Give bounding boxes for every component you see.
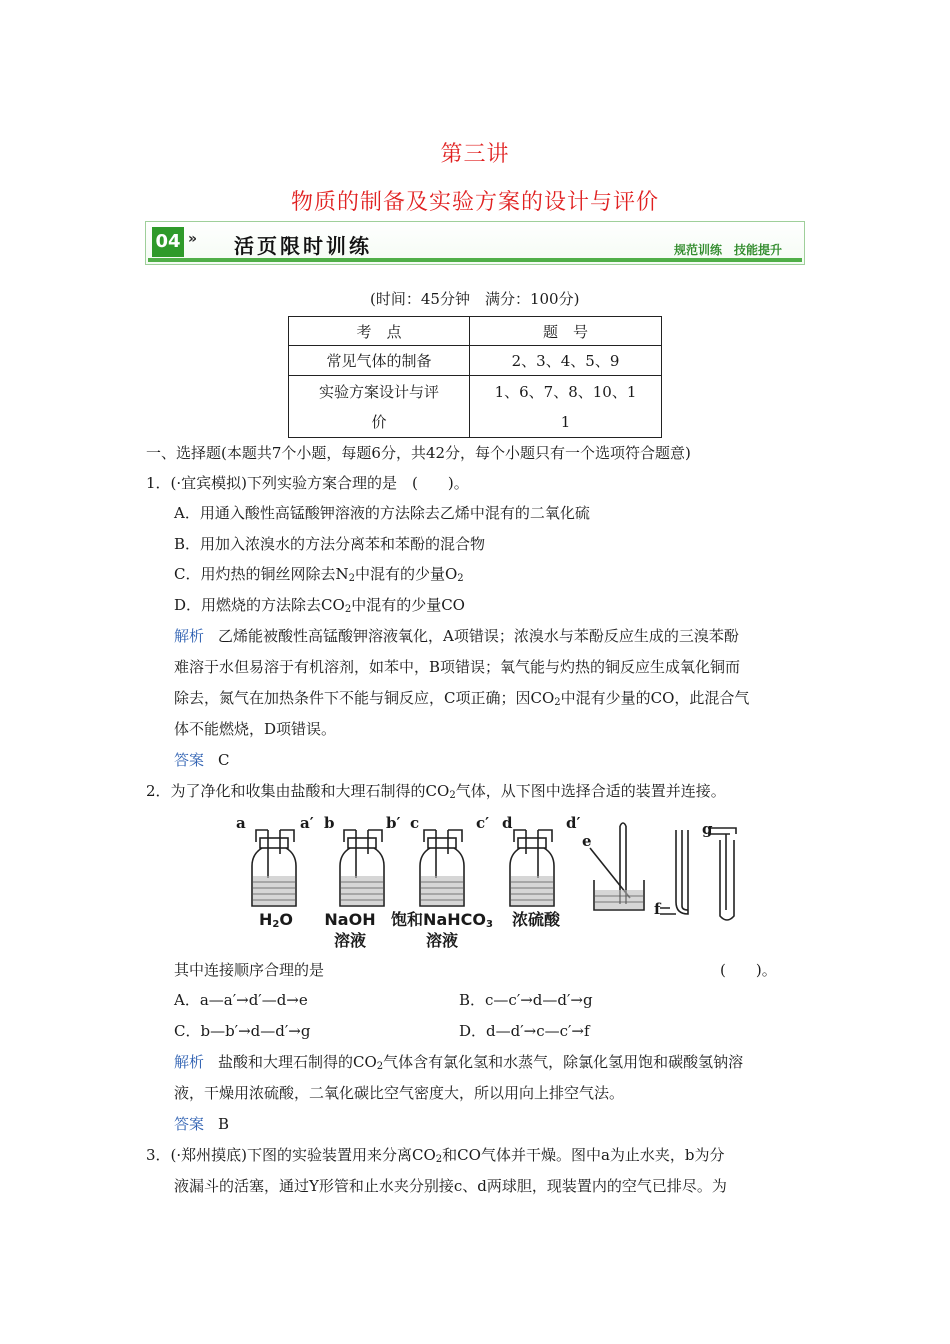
subscript: 2 — [272, 919, 280, 930]
question-3-line: 液漏斗的活塞，通过Y形管和止水夹分别接c、d两球胆，现装置内的空气已排尽。为 — [174, 1177, 727, 1195]
lecture-heading: 第三讲 — [440, 142, 510, 167]
text-part: O — [279, 910, 293, 929]
text-part: 乙烯能被酸性高锰酸钾溶液氧化，A项错误；浓溴水与苯酚反应生成的三溴苯酚 — [218, 627, 739, 645]
caption-line: 溶液 — [425, 931, 458, 950]
topic-table — [288, 316, 662, 438]
analysis-label: 解析 — [174, 627, 205, 645]
q1-option-c: C．用灼热的铜丝网除去$N_2$中混有的少量$O_2$ — [174, 565, 464, 584]
section-banner — [145, 221, 805, 265]
caption-line — [386, 909, 498, 930]
chevron-icon: » — [188, 231, 198, 247]
label-a-prime: a′ — [300, 814, 314, 832]
q2-option-b: B．c—c′→d—d′→g — [459, 991, 593, 1009]
table-cell-topic — [289, 376, 470, 438]
text-part: 中混有的少量O — [354, 565, 458, 583]
q2-option-c: C．b—b′→d—d′→g — [174, 1022, 311, 1040]
section-number-badge: 04 — [152, 227, 184, 257]
text-part: 中混有的少量CO — [351, 596, 465, 614]
text-part: 气体含有氯化氢和水蒸气，除氯化氢用饱和碳酸氢钠溶 — [383, 1053, 744, 1071]
q2-answer — [174, 1114, 229, 1134]
text-part: 盐酸和大理石制得的CO — [218, 1053, 377, 1071]
text-part: 饱和NaHCO — [391, 910, 486, 929]
subscript: 3 — [485, 919, 493, 930]
banner-title: 活页限时训练 — [234, 234, 372, 258]
answer-value: B — [218, 1115, 230, 1133]
question-3-stem: 3．(·郑州摸底)下图的实验装置用来分离$CO_2$和CO气体并干燥。图中a为止水夹，b为分 — [146, 1146, 725, 1165]
q1-answer — [174, 750, 230, 770]
analysis-label: 解析 — [174, 1053, 205, 1071]
q1-option-d: D．用燃烧的方法除去$CO_2$中混有的少量CO — [174, 596, 465, 615]
caption-nahco3 — [386, 909, 498, 951]
banner-underline — [148, 258, 802, 262]
gas-washing-apparatus-diagram — [230, 814, 770, 950]
label-f: f — [654, 900, 661, 918]
text-part: H — [259, 910, 273, 929]
banner-subtitle: 规范训练 技能提升 — [673, 243, 782, 257]
text-part: 2．为了净化和收集由盐酸和大理石制得的CO — [146, 782, 450, 800]
table-cell-topic: 常见气体的制备 — [289, 346, 470, 376]
table-header-questions: 题 号 — [470, 317, 662, 346]
table-cell-questions: 2、3、4、5、9 — [470, 346, 662, 376]
label-d: d — [502, 814, 513, 832]
caption-sulfuric-acid: 浓硫酸 — [511, 910, 560, 929]
q1-analysis-line: 体不能燃烧，D项错误。 — [174, 720, 337, 738]
text-part: 中混有少量的CO，此混合气 — [560, 689, 750, 707]
caption-water — [256, 909, 296, 930]
label-g: g — [702, 820, 713, 838]
text-part: 3．(·郑州摸底)下图的实验装置用来分离CO — [146, 1146, 436, 1164]
time-limit: (时间：45分钟 满分：100分) — [370, 290, 580, 308]
q2-analysis-line: 解析 盐酸和大理石制得的$CO_2$气体含有氯化氢和水蒸气，除氯化氢用饱和碳酸氢钠溶 — [174, 1053, 744, 1072]
label-c: c — [410, 814, 420, 832]
q1-analysis-line: 除去，氮气在加热条件下不能与铜反应，C项正确；因$CO_2$中混有少量的CO，此混合气 — [174, 689, 750, 708]
label-b: b — [324, 814, 335, 832]
label-c-prime: c′ — [476, 814, 490, 832]
caption-line: 溶液 — [333, 931, 366, 950]
cell-line: 1 — [560, 412, 571, 431]
answer-value: C — [218, 751, 230, 769]
q1-analysis-line: 难溶于水但易溶于有机溶剂，如苯中，B项错误；氧气能与灼热的铜反应生成氧化铜而 — [174, 658, 741, 676]
label-d-prime: d′ — [566, 814, 581, 832]
q1-analysis-line — [174, 626, 739, 646]
q2-option-a: A．a—a′→d′—d→e — [174, 991, 308, 1009]
label-a: a — [236, 814, 246, 832]
answer-label: 答案 — [174, 751, 205, 769]
cell-line: 1、6、7、8、10、1 — [494, 382, 637, 401]
cell-line: 实验方案设计与评 — [318, 382, 439, 401]
q2-answer-blank: ( )。 — [720, 961, 777, 979]
table-cell-questions — [470, 376, 662, 438]
page-title: 物质的制备及实验方案的设计与评价 — [290, 190, 659, 215]
q2-option-d: D．d—d′→c—c′→f — [459, 1022, 590, 1040]
label-e: e — [582, 832, 592, 850]
caption-line: NaOH — [324, 910, 376, 929]
text-part: D．用燃烧的方法除去CO — [174, 596, 345, 614]
label-b-prime: b′ — [386, 814, 401, 832]
q1-option-a: A．用通入酸性高锰酸钾溶液的方法除去乙烯中混有的二氧化硫 — [174, 504, 590, 522]
table-header-topic: 考 点 — [289, 317, 470, 346]
q2-analysis-line: 液，干燥用浓硫酸，二氧化碳比空气密度大，所以用向上排空气法。 — [174, 1084, 625, 1102]
text-part: C．用灼热的铜丝网除去N — [174, 565, 349, 583]
apparatus-figure — [230, 814, 770, 950]
text-part: 除去，氮气在加热条件下不能与铜反应，C项正确；因CO — [174, 689, 555, 707]
q1-option-b: B．用加入浓溴水的方法分离苯和苯酚的混合物 — [174, 535, 486, 553]
section-heading: 一、选择题(本题共7个小题，每题6分，共42分，每个小题只有一个选项符合题意) — [146, 444, 691, 462]
question-1-stem: 1．(·宜宾模拟)下列实验方案合理的是 ( )。 — [146, 474, 469, 492]
question-2-stem: 2．为了净化和收集由盐酸和大理石制得的$CO_2$气体，从下图中选择合适的装置并连接。 — [146, 782, 726, 801]
answer-label: 答案 — [174, 1115, 205, 1133]
q2-prompt: 其中连接顺序合理的是 — [174, 961, 325, 979]
text-part: 气体，从下图中选择合适的装置并连接。 — [455, 782, 726, 800]
cell-line: 价 — [371, 412, 387, 431]
text-part: 和CO气体并干燥。图中a为止水夹，b为分 — [442, 1146, 725, 1164]
caption-naoh — [318, 909, 382, 951]
